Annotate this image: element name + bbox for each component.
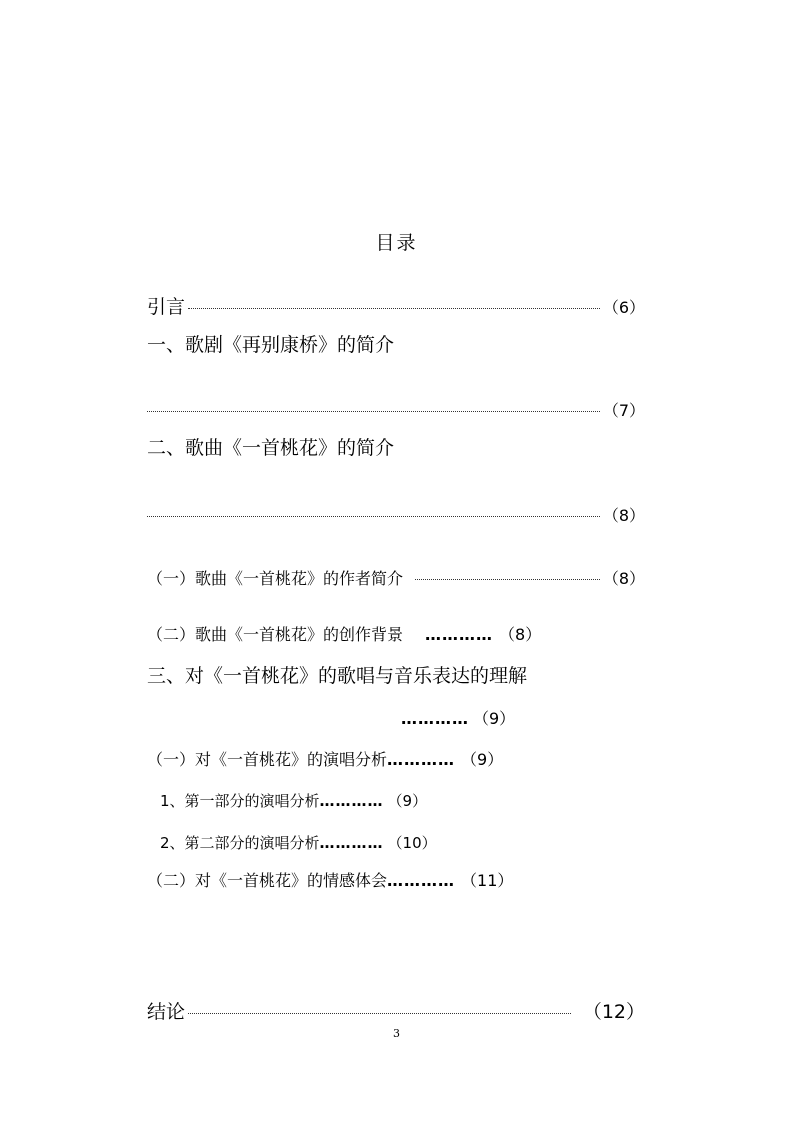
- toc-entry-sec3-2: [147, 873, 513, 889]
- toc-entry-page: （9）: [461, 750, 504, 769]
- toc-entry-sec2-1: [147, 566, 645, 589]
- toc-entry-sec1-label: 一、歌剧《再别康桥》的简介: [147, 334, 395, 356]
- toc-entry-conclusion: [147, 997, 645, 1024]
- dot-leader: [188, 1013, 571, 1014]
- page-number: 3: [393, 1027, 400, 1040]
- toc-entry-label: 结论: [147, 1001, 186, 1023]
- toc-entry-label: （一）对《一首桃花》的演唱分析: [147, 750, 388, 769]
- toc-entry-page: （9）: [387, 792, 428, 810]
- toc-entry-sec3-1: [147, 752, 503, 768]
- toc-entry-page: （8）: [602, 506, 645, 525]
- toc-entry-page: （9）: [473, 709, 516, 728]
- toc-entry-page: （12）: [582, 1001, 645, 1023]
- toc-entry-label: （二）歌曲《一首桃花》的创作背景: [147, 625, 404, 644]
- dot-leader: …………: [387, 750, 456, 769]
- dot-leader: …………: [401, 709, 469, 728]
- dot-leader: [415, 579, 600, 580]
- dot-leader: [147, 516, 600, 517]
- toc-entry-sec1-leader: [147, 398, 645, 421]
- toc-entry-page: （8）: [602, 569, 645, 588]
- toc-entry-page: （11）: [461, 871, 514, 890]
- toc-entry-label: （一）歌曲《一首桃花》的作者简介: [147, 569, 404, 588]
- toc-entry-label: 1、第一部分的演唱分析: [160, 792, 320, 810]
- toc-entry-label: 引言: [147, 296, 186, 318]
- toc-title: 目录: [375, 232, 418, 254]
- toc-entry-page: （8）: [499, 625, 542, 644]
- toc-entry-sec2-label: 二、歌曲《一首桃花》的简介: [147, 437, 395, 459]
- toc-entry-sec3-1-2: [160, 836, 437, 851]
- toc-entry-sec3-1-1: [160, 794, 427, 809]
- toc-entry-sec2-leader: [147, 503, 645, 526]
- toc-entry-label: 2、第二部分的演唱分析: [160, 834, 320, 852]
- dot-leader: …………: [425, 625, 494, 644]
- toc-entry-sec3-label: 三、对《一首桃花》的歌唱与音乐表达的理解: [147, 665, 528, 687]
- toc-entry-page: （7）: [602, 401, 645, 420]
- toc-entry-page: （10）: [387, 834, 437, 852]
- toc-entry-label: （二）对《一首桃花》的情感体会: [147, 871, 388, 890]
- toc-entry-sec3-leader: [401, 711, 515, 727]
- toc-entry-sec2-2: [147, 627, 541, 643]
- dot-leader: …………: [319, 792, 384, 810]
- dot-leader: …………: [319, 834, 384, 852]
- dot-leader: [147, 411, 600, 412]
- dot-leader: …………: [387, 871, 456, 890]
- toc-entry-page: （6）: [602, 298, 645, 317]
- dot-leader: [188, 308, 600, 309]
- toc-entry-intro: [147, 292, 645, 319]
